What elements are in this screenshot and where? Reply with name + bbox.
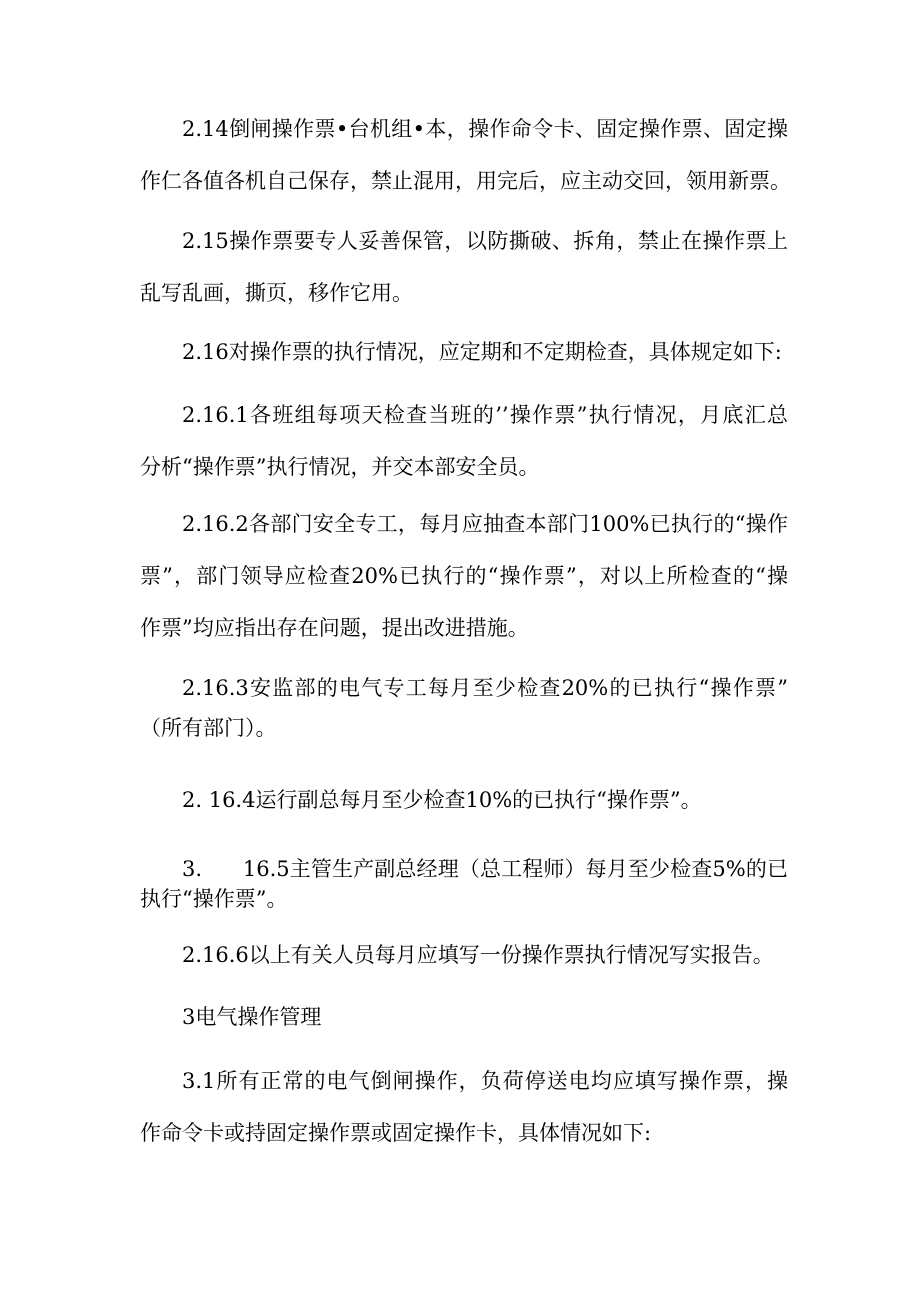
paragraph-2-16-4	[140, 785, 788, 815]
text-line: 2.16对操作票的执行情况，应定期和不定期检查，具体规定如下:	[182, 340, 782, 364]
text-line: 作票”均应指出存在问题，提出改进措施。	[140, 616, 529, 640]
paragraph-2-15	[140, 226, 788, 308]
paragraph-2-16	[140, 337, 788, 367]
text-line: 2. 16.4运行副总每月至少检查10%的已执行“操作票”。	[182, 788, 702, 812]
text-line: 2.15操作票要专人妥善保管，以防撕破、拆角，禁止在操作票上	[182, 229, 788, 253]
paragraph-2-16-6	[140, 940, 788, 970]
paragraph-2-16-5	[140, 854, 788, 914]
text-line: 3.1所有正常的电气倒闸操作，负荷停送电均应填写操作票，操	[182, 1069, 788, 1093]
text-line: 2.14倒闸操作票•台机组•本，操作命令卡、固定操作票、固定操	[182, 117, 788, 141]
text-line: 乱写乱画，撕页，移作它用。	[140, 281, 413, 305]
text-line: 3. 16.5主管生产副总经理（总工程师）每月至少检查5%的已	[182, 857, 788, 881]
text-line: 作命令卡或持固定操作票或固定操作卡，具体情况如下:	[140, 1121, 652, 1145]
text-line: （所有部门）。	[140, 716, 277, 740]
text-line: 分析“操作票”执行情况，并交本部安全员。	[140, 455, 540, 479]
text-line: 票”，部门领导应检查20%已执行的“操作票”，对以上所检查的“操	[140, 564, 788, 588]
paragraph-2-16-3	[140, 673, 788, 743]
text-line: 2.16.3安监部的电气专工每月至少检查20%的已执行“操作票”	[182, 676, 788, 700]
paragraph-3-1	[140, 1066, 788, 1148]
text-line: 作仁各值各机自己保存，禁止混用，用完后，应主动交回，领用新票。	[140, 169, 791, 193]
paragraph-2-16-1	[140, 400, 788, 482]
section-heading-3	[140, 1002, 788, 1032]
text-line: 执行“操作票”。	[140, 887, 288, 911]
paragraph-2-16-2	[140, 509, 788, 643]
text-line: 2.16.6以上有关人员每月应填写一份操作票执行情况写实报告。	[182, 943, 774, 967]
paragraph-2-14	[140, 114, 791, 196]
text-line: 3电气操作管理	[182, 1005, 322, 1029]
text-line: 2.16.1各班组每项天检查当班的’’操作票”执行情况，月底汇总	[182, 403, 788, 427]
text-line: 2.16.2各部门安全专工，每月应抽查本部门100%已执行的“操作	[182, 512, 788, 536]
